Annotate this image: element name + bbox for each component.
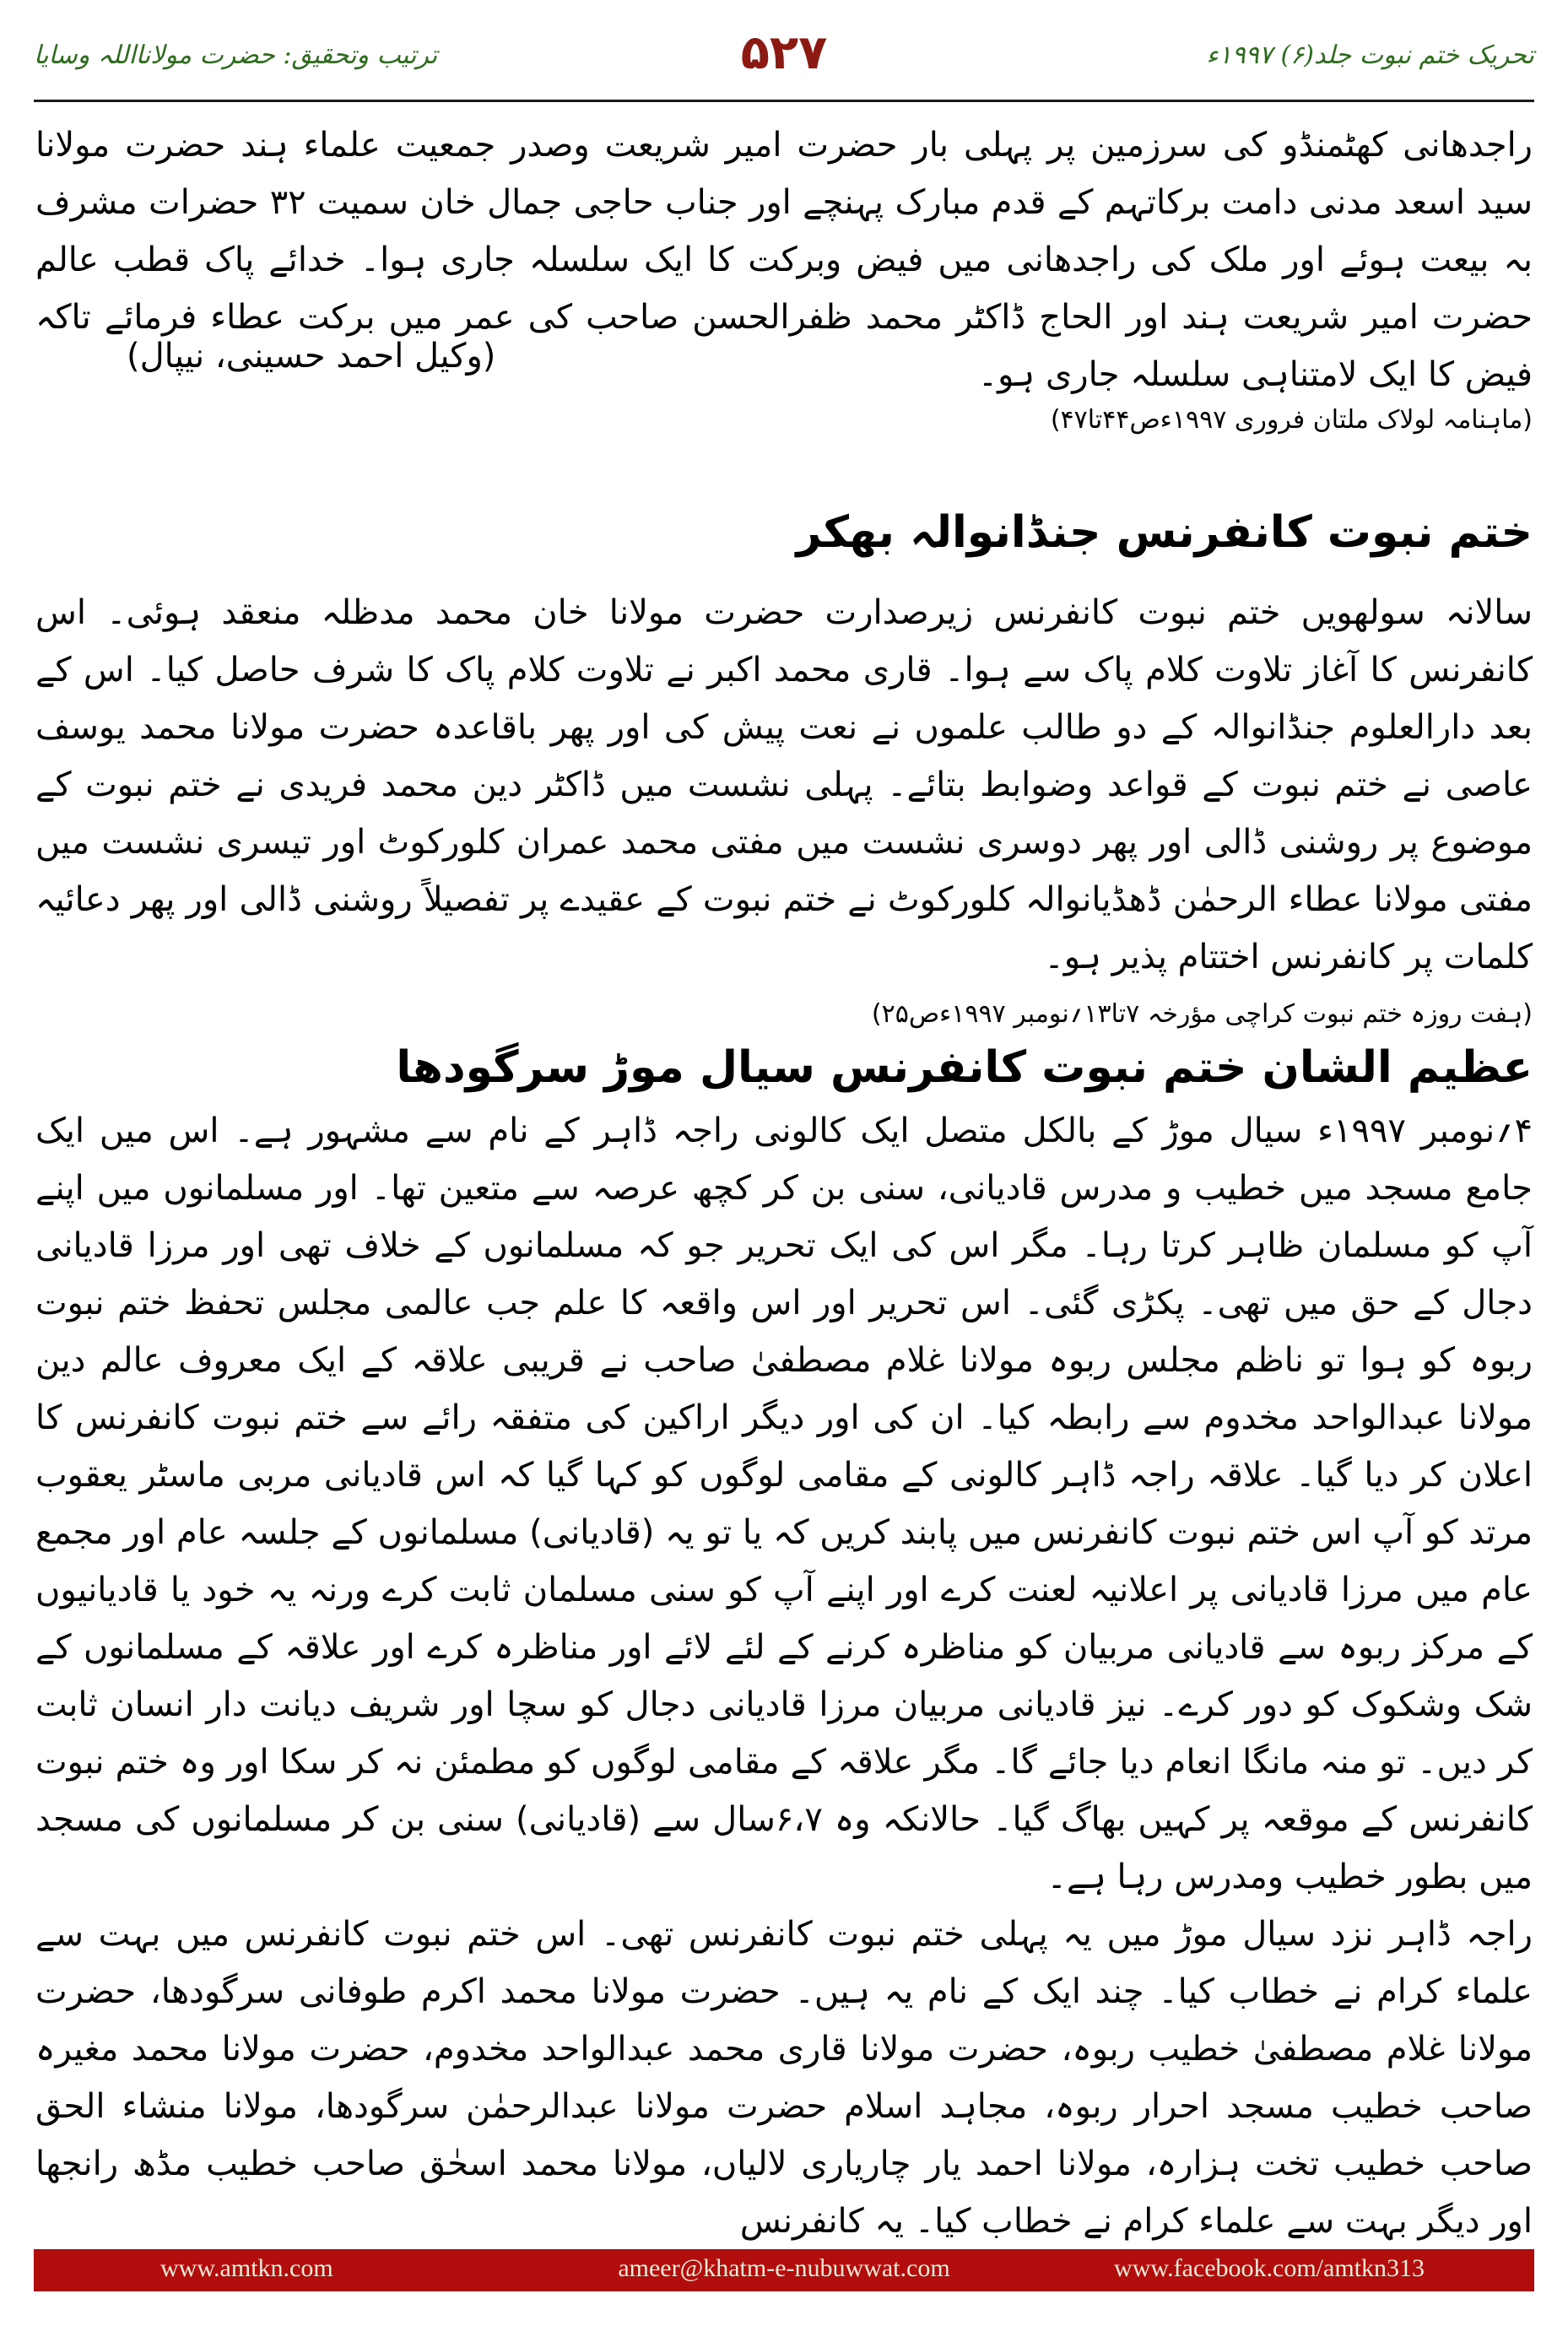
header-compiler: ترتیب وتحقیق: حضرت مولانااللہ وسایا <box>34 41 438 70</box>
section3-heading: عظیم الشان ختم نبوت کانفرنس سیال موڑ سرگودھا <box>396 1042 1533 1093</box>
section2-block <box>35 584 1533 986</box>
section3-block <box>35 1102 1533 2250</box>
section1-signature: (وکیل احمد حسینی، نیپال) <box>127 337 496 376</box>
section1-citation: (ماہنامہ لولاک ملتان فروری ۱۹۹۷ءص۴۴تا۴۷) <box>1050 405 1533 435</box>
page-number: ۵۲۷ <box>740 25 828 80</box>
footer-email-link[interactable]: ameer@khatm-e-nubuwwat.com <box>618 2254 950 2282</box>
footer-facebook-link[interactable]: www.facebook.com/amtkn313 <box>1114 2254 1425 2282</box>
page-header <box>34 25 1534 93</box>
section2-heading: ختم نبوت کانفرنس جنڈانوالہ بھکر <box>796 507 1533 558</box>
section3-paragraph-1: ۴؍نومبر ۱۹۹۷ء سیال موڑ کے بالکل متصل ایک کالونی راجہ ڈاہر کے نام سے مشہور ہے۔ اس میں ایک جامع مسجد میں خطیب و مدرس قادیانی، سنی بن کر کچھ عرصہ سے متعین تھا۔ اور مسلمانوں میں اپنے آپ کو مسلمان ظاہر کرتا رہا۔ مگر اس کی ایک تحریر جو کہ مسلمانوں کے خلاف تھی اور مرزا قادیانی دجال کے حق میں تھی۔ پکڑی گئی۔ اس تحریر اور اس واقعہ کا علم جب عالمی مجلس تحفظ ختم نبوت ربوہ کو ہوا تو ناظم مجلس ربوہ مولانا غلام مصطفیٰ صاحب نے قریبی علاقہ کے ایک معروف عالم دین مولانا عبدالواحد مخدوم سے رابطہ کیا۔ ان کی اور دیگر اراکین کی متفقہ رائے سے ختم نبوت کانفرنس کا اعلان کر دیا گیا۔ علاقہ راجہ ڈاہر کالونی کے مقامی لوگوں کو کہا گیا کہ اس قادیانی مربی ماسٹر یعقوب مرتد کو آپ اس ختم نبوت کانفرنس میں پابند کریں کہ یا تو یہ (قادیانی) مسلمانوں کے جلسہ عام اور مجمع عام میں مرزا قادیانی پر اعلانیہ لعنت کرے اور اپنے آپ کو سنی مسلمان ثابت کرے ورنہ یہ خود یا قادیانیوں کے مرکز ربوہ سے قادیانی مربیان کو مناظرہ کرنے کے لئے لائے اور مناظرہ کرے اور علاقہ کے مسلمانوں کے شک وشکوک کو دور کرے۔ نیز قادیانی مربیان مرزا قادیانی دجال کو سچا اور شریف دیانت دار انسان ثابت کر دیں۔ تو منہ مانگا انعام دیا جائے گا۔ مگر علاقہ کے مقامی لوگوں کو مطمئن نہ کر سکا اور وہ ختم نبوت کانفرنس کے موقعہ پر کہیں بھاگ گیا۔ حالانکہ وہ ۶،۷سال سے (قادیانی) سنی بن کر مسلمانوں کی مسجد میں بطور خطیب ومدرس رہا ہے۔ <box>35 1112 1533 1896</box>
section3-paragraph-2: راجہ ڈاہر نزد سیال موڑ میں یہ پہلی ختم نبوت کانفرنس تھی۔ اس ختم نبوت کانفرنس میں بہت سے علماء کرام نے خطاب کیا۔ چند ایک کے نام یہ ہیں۔ حضرت مولانا محمد اکرم طوفانی سرگودھا، حضرت مولانا غلام مصطفیٰ خطیب ربوہ، حضرت مولانا قاری محمد عبدالواحد مخدوم، حضرت مولانا محمد مغیرہ صاحب خطیب مسجد احرار ربوہ، مجاہد اسلام حضرت مولانا عبدالرحمٰن سرگودھا، مولانا منشاء الحق صاحب خطیب تخت ہزارہ، مولانا احمد یار چاریاری لالیاں، مولانا محمد اسحٰق صاحب خطیب مڈھ رانجھا اور دیگر بہت سے علماء کرام نے خطاب کیا۔ یہ کانفرنس <box>35 1915 1533 2241</box>
header-divider <box>34 100 1534 102</box>
section1-paragraph: راجدھانی کھٹمنڈو کی سرزمین پر پہلی بار حضرت امیر شریعت وصدر جمعیت علماء ہند حضرت مولانا سید اسعد مدنی دامت برکاتہم کے قدم مبارک پہنچے اور جناب حاجی جمال خان سمیت ۳۲ حضرات مشرف بہ بیعت ہوئے اور ملک کی راجدھانی میں فیض وبرکت کا ایک سلسلہ جاری ہوا۔ خدائے پاک قطب عالم حضرت امیر شریعت ہند اور الحاج ڈاکٹر محمد ظفرالحسن صاحب کی عمر میں برکت عطاء فرمائے تاکہ فیض کا ایک لامتناہی سلسلہ جاری ہو۔ <box>35 126 1533 394</box>
header-book-title: تحریک ختم نبوت جلد(۶) ۱۹۹۷ء <box>1206 41 1534 70</box>
section2-paragraph: سالانہ سولھویں ختم نبوت کانفرنس زیرصدارت حضرت مولانا خان محمد مدظلہ منعقد ہوئی۔ اس کانفرنس کا آغاز تلاوت کلام پاک سے ہوا۔ قاری محمد اکبر نے تلاوت کلام پاک کا شرف حاصل کیا۔ اس کے بعد دارالعلوم جنڈانوالہ کے دو طالب علموں نے نعت پیش کی اور پھر باقاعدہ حضرت مولانا محمد یوسف عاصی نے ختم نبوت کے قواعد وضوابط بتائے۔ پہلی نشست میں ڈاکٹر دین محمد فریدی نے ختم نبوت کے موضوع پر روشنی ڈالی اور پھر دوسری نشست میں مفتی محمد عمران کلورکوٹ اور تیسری نشست میں مفتی مولانا عطاء الرحمٰن ڈھڈیانوالہ کلورکوٹ نے ختم نبوت کے عقیدے پر تفصیلاً روشنی ڈالی اور پھر دعائیہ کلمات پر کانفرنس اختتام پذیر ہو۔ <box>35 593 1533 976</box>
section2-citation: (ہفت روزہ ختم نبوت کراچی مؤرخہ ۷تا۱۳؍نومبر ۱۹۹۷ءص۲۵) <box>871 999 1533 1029</box>
page-footer <box>34 2249 1534 2291</box>
footer-website-link[interactable]: www.amtkn.com <box>160 2254 333 2282</box>
